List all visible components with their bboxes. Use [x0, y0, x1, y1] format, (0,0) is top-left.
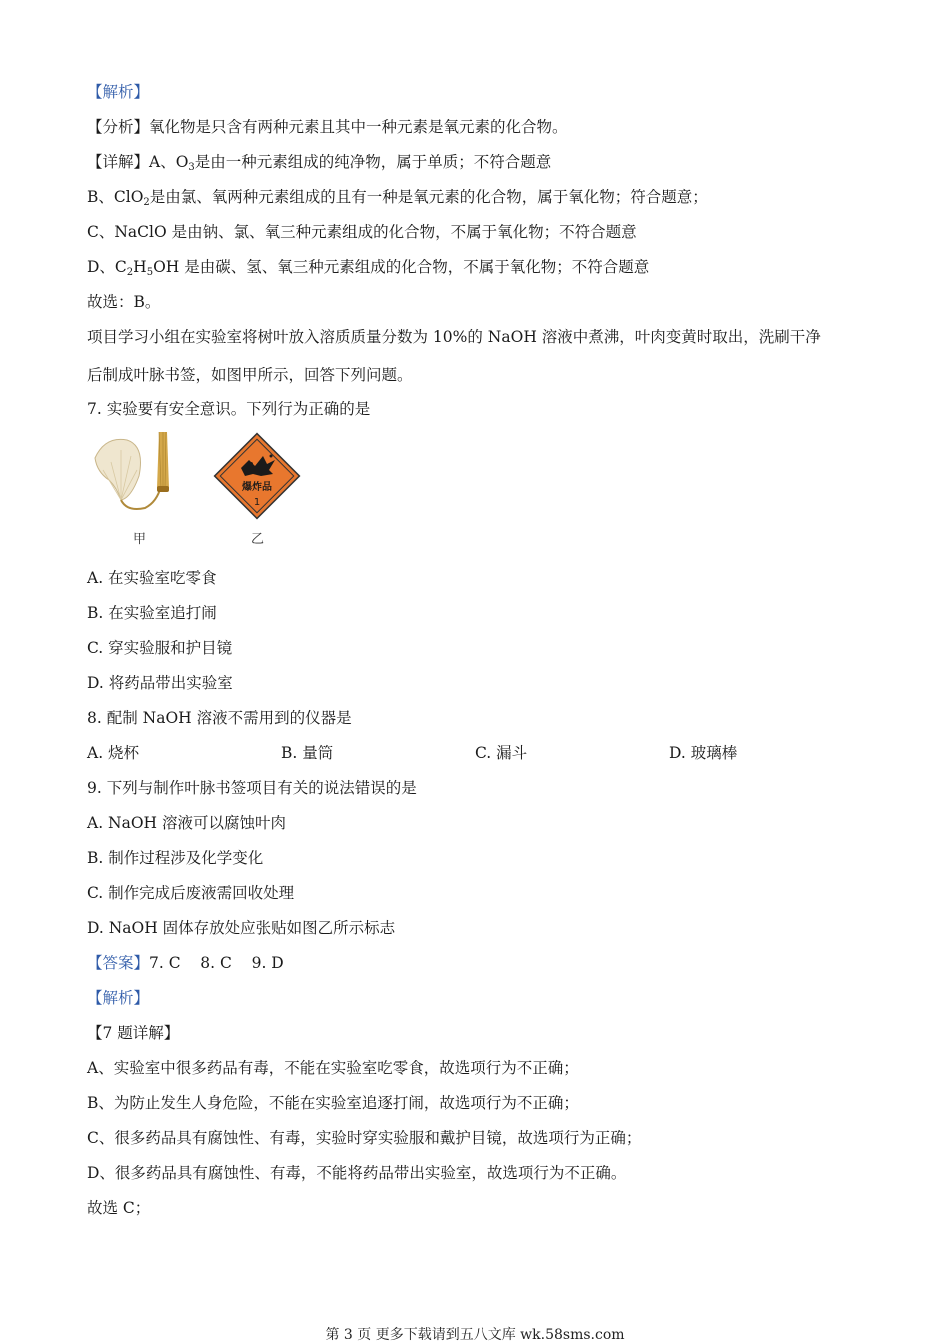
detail-label: 【详解】 [87, 153, 150, 171]
detail-d-mid: H [133, 258, 147, 276]
page-footer: 第 3 页 更多下载请到五八文库 wk.58sms.com [325, 1327, 625, 1343]
q7-detail-d: D、很多药品具有腐蚀性、有毒，不能将药品带出实验室，故选项行为不正确。 [87, 1164, 627, 1182]
figure-row [87, 428, 317, 548]
figure-jia-caption: 甲 [133, 532, 147, 547]
detail-c-line: C、NaClO 是由钠、氯、氧三种元素组成的化合物，不属于氧化物；不符合题意 [87, 223, 637, 241]
detail-d-sub2: 5 [146, 267, 154, 278]
q8-option-b: B. 量筒 [281, 744, 334, 762]
analysis-label: 【分析】 [87, 118, 150, 136]
jiexi-heading: 【解析】 [87, 83, 150, 101]
conclusion-c: 故选 C； [87, 1199, 151, 1217]
intro-line-2: 后制成叶脉书签，如图甲所示，回答下列问题。 [87, 366, 413, 384]
explosive-hazard-sign [211, 430, 303, 522]
q9-option-b: B. 制作过程涉及化学变化 [87, 849, 264, 867]
intro-line-1: 项目学习小组在实验室将树叶放入溶质质量分数为 10%的 NaOH 溶液中煮沸，叶肉变黄时取出，洗刷干净 [87, 328, 821, 346]
figure-yi-caption: 乙 [251, 532, 265, 547]
q9-option-d: D. NaOH 固体存放处应张贴如图乙所示标志 [87, 919, 396, 937]
q8-option-d: D. 玻璃棒 [669, 744, 738, 762]
answer-line [87, 953, 284, 973]
answer-text: 7. C 8. C 9. D [149, 954, 284, 972]
q7-detail-c: C、很多药品具有腐蚀性、有毒，实验时穿实验服和戴护目镜，故选项行为正确； [87, 1129, 642, 1147]
detail-b-pre: B、ClO [87, 188, 144, 206]
conclusion-b: 故选：B。 [87, 293, 161, 311]
q7-detail-heading: 【7 题详解】 [87, 1024, 180, 1042]
q7-option-c: C. 穿实验服和护目镜 [87, 639, 233, 657]
question-8: 8. 配制 NaOH 溶液不需用到的仪器是 [87, 709, 352, 727]
answer-label: 【答案】 [87, 954, 150, 972]
q7-detail-b: B、为防止发生人身危险，不能在实验室追逐打闹，故选项行为不正确； [87, 1094, 579, 1112]
leaf-bookmark-image [87, 428, 187, 518]
q8-option-a: A. 烧杯 [87, 744, 140, 762]
question-9: 9. 下列与制作叶脉书签项目有关的说法错误的是 [87, 779, 417, 797]
detail-b-sub: 2 [143, 197, 150, 208]
detail-a-line [87, 152, 551, 172]
detail-b-line [87, 187, 708, 207]
detail-a-pre: A、O [149, 153, 189, 171]
analysis-line [87, 117, 568, 137]
detail-d-sub1: 2 [126, 267, 134, 278]
detail-d-post: OH 是由碳、氢、氧三种元素组成的化合物，不属于氧化物；不符合题意 [153, 258, 650, 276]
q9-option-c: C. 制作完成后废液需回收处理 [87, 884, 295, 902]
detail-b-post: 是由氯、氧两种元素组成的且有一种是氧元素的化合物，属于氧化物；符合题意； [149, 188, 708, 206]
detail-d-pre: D、C [87, 258, 127, 276]
detail-a-post: 是由一种元素组成的纯净物，属于单质；不符合题意 [194, 153, 552, 171]
q7-option-d: D. 将药品带出实验室 [87, 674, 233, 692]
sign-number: 1 [253, 497, 261, 508]
detail-d-line [87, 257, 649, 277]
analysis-text: 氧化物是只含有两种元素且其中一种元素是氧元素的化合物。 [149, 118, 568, 136]
sign-label: 爆炸品 [242, 482, 272, 493]
question-7: 7. 实验要有安全意识。下列行为正确的是 [87, 400, 371, 418]
q7-option-a: A. 在实验室吃零食 [87, 569, 217, 587]
q8-option-c: C. 漏斗 [475, 744, 528, 762]
jiexi-heading-2: 【解析】 [87, 989, 150, 1007]
q7-option-b: B. 在实验室追打闹 [87, 604, 217, 622]
q7-detail-a: A、实验室中很多药品有毒，不能在实验室吃零食，故选项行为不正确； [87, 1059, 579, 1077]
detail-a-sub: 3 [188, 162, 195, 173]
q9-option-a: A. NaOH 溶液可以腐蚀叶肉 [87, 814, 287, 832]
